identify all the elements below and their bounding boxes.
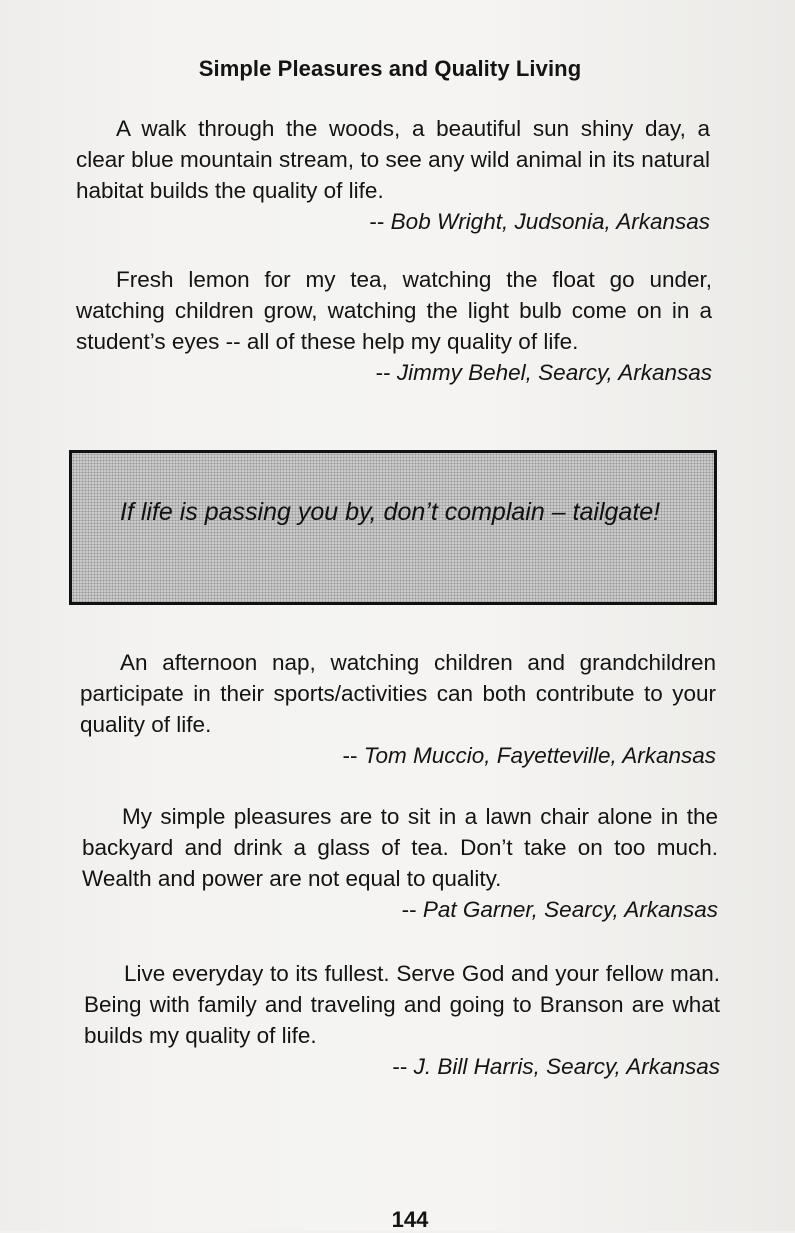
entry-text: An afternoon nap, watching children and grandchildren participate in their sports/activities can both contribute to your quality of life. — [80, 650, 716, 737]
entry-attribution — [82, 894, 718, 925]
entry-attribution — [76, 357, 712, 388]
entry-attribution — [84, 1051, 720, 1082]
entry-1 — [76, 113, 710, 237]
attribution-author: Bob Wright, Judsonia, Arkansas — [390, 209, 710, 234]
attribution-author: Pat Garner, Searcy, Arkansas — [422, 897, 718, 922]
page-title: Simple Pleasures and Quality Living — [198, 56, 582, 81]
attribution-dash: -- — [392, 1054, 414, 1079]
attribution-author: Tom Muccio, Fayetteville, Arkansas — [363, 743, 716, 768]
attribution-dash: -- — [369, 209, 391, 234]
entry-text: My simple pleasures are to sit in a lawn chair alone in the backyard and drink a glass of tea. Don’t take on too much. Wealth and power are not equal to quality. — [82, 804, 718, 891]
entry-5 — [84, 958, 720, 1082]
attribution-author: J. Bill Harris, Searcy, Arkansas — [413, 1054, 720, 1079]
entry-text: Fresh lemon for my tea, watching the float go under, watching children grow, watching the light bulb come on in a student’s eyes -- all of these help my quality of life. — [76, 267, 712, 354]
attribution-dash: -- — [375, 360, 397, 385]
entry-2 — [76, 264, 712, 388]
entry-4 — [82, 801, 718, 925]
entry-attribution — [80, 740, 716, 771]
entry-text: Live everyday to its fullest. Serve God and your fellow man. Being with family and traveling and going to Branson are what builds my quality of life. — [84, 961, 720, 1048]
attribution-author: Jimmy Behel, Searcy, Arkansas — [396, 360, 712, 385]
entry-text: A walk through the woods, a beautiful sun shiny day, a clear blue mountain stream, to see any wild animal in its natural habitat builds the quality of life. — [76, 116, 710, 203]
page-number: 144 — [391, 1207, 429, 1232]
entry-attribution — [76, 206, 710, 237]
callout-box — [69, 450, 717, 605]
attribution-dash: -- — [342, 743, 364, 768]
attribution-dash: -- — [401, 897, 423, 922]
callout-quote: If life is passing you by, don’t complain – tailgate! — [120, 498, 661, 526]
entry-3 — [80, 647, 716, 771]
